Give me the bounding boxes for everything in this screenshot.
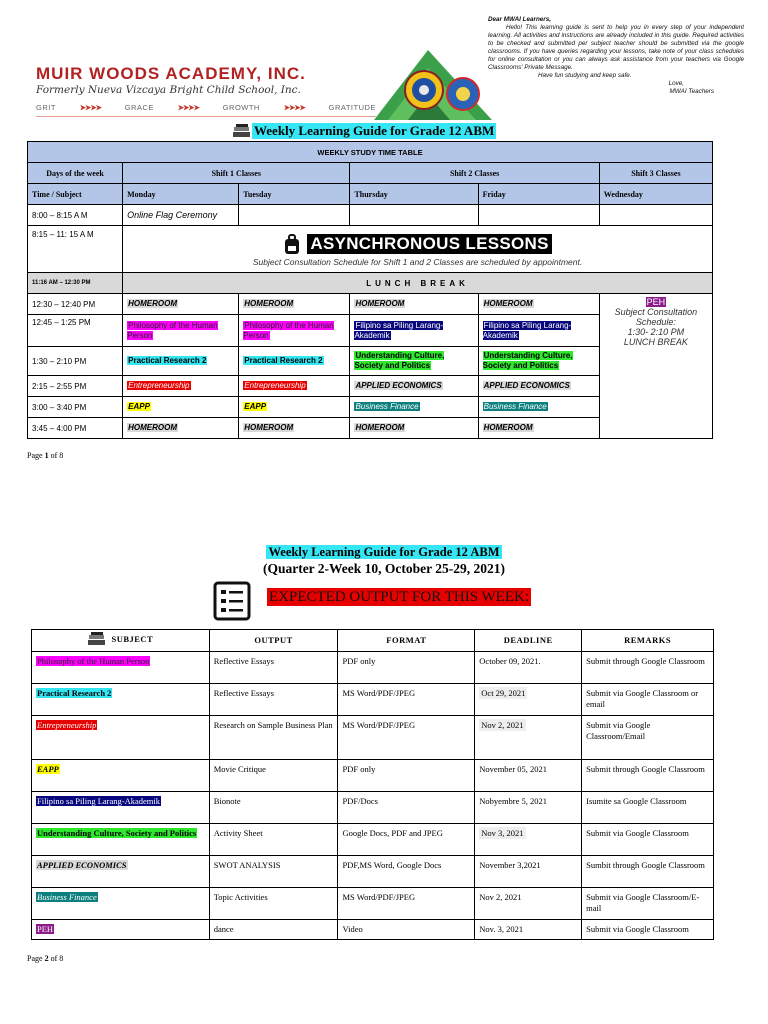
subject-ucsp: Understanding Culture, Society and Politics (354, 351, 445, 370)
homeroom: HOMEROOM (244, 423, 294, 432)
subject-ucsp: Understanding Culture, Society and Politics (37, 828, 197, 838)
page-number: Page 1 of 8 (27, 451, 64, 460)
note-body: Hello! This learning guide is sent to help you in every step of your independent learning. All activities and instructions are already included in this guide. Required activities to be checked and submitted per subject teacher should be submitted via the google classrooms. If you have queries regarding your lessons, take note of your class schedules for online consultation or you can always ask assistance from your teachers via Google Classrooms' Private Message. (488, 24, 744, 71)
format-cell: PDF/Docs (338, 792, 475, 824)
learner-note (488, 16, 744, 96)
peh-line: Schedule: (635, 317, 676, 327)
deadline-cell: November 3,2021 (475, 856, 582, 888)
subject-ucsp: Understanding Culture, Society and Politics (482, 351, 573, 370)
school-logo-icon (368, 46, 498, 124)
remarks-cell: Isumite sa Google Classroom (582, 792, 714, 824)
output-cell: Activity Sheet (209, 824, 338, 856)
flag-ceremony: Online Flag Ceremony (123, 205, 239, 226)
subject-applied-economics: APPLIED ECONOMICS (37, 860, 127, 870)
remarks-cell: Submit through Google Classroom (582, 652, 714, 684)
table-row (32, 888, 714, 920)
day-header: Tuesday (239, 184, 350, 205)
table-row (32, 716, 714, 760)
deadline-cell: October 09, 2021. (475, 652, 582, 684)
output-cell: Topic Activities (209, 888, 338, 920)
deadline-cell: Nobyembre 5, 2021 (475, 792, 582, 824)
subject-philosophy: Philosophy of the Human Person (37, 656, 150, 666)
homeroom: HOMEROOM (355, 299, 405, 308)
subject-business-finance: Business Finance (355, 402, 419, 411)
async-block (123, 226, 713, 273)
table-row (32, 760, 714, 792)
page1-title: Weekly Learning Guide for Grade 12 ABM (254, 123, 495, 138)
deadline-cell: Nov. 3, 2021 (475, 920, 582, 940)
time-cell: 2:15 – 2:55 PM (28, 376, 123, 397)
lunch-time: 11:16 AM – 12:30 PM (28, 273, 123, 294)
day-header: Thursday (350, 184, 478, 205)
remarks-header: REMARKS (582, 630, 714, 652)
remarks-cell: Submit via Google Classroom (582, 920, 714, 940)
subject-eapp: EAPP (244, 402, 267, 411)
subject-entrepreneurship: Entrepreneurship (37, 720, 97, 730)
peh-consultation (599, 294, 712, 439)
subject-filipino: Filipino sa Piling Larang-Akademik (354, 320, 444, 340)
output-cell: Bionote (209, 792, 338, 824)
days-label: Days of the week (28, 163, 123, 184)
arrow-icon: ➤➤➤➤ (79, 103, 101, 112)
expected-output-table (31, 629, 714, 940)
table-row (32, 824, 714, 856)
subject-applied-economics: APPLIED ECONOMICS (483, 381, 570, 390)
peh-label: PEH (646, 297, 666, 307)
format-cell: PDF only (338, 652, 475, 684)
shift2-header: Shift 2 Classes (350, 163, 599, 184)
expected-output-heading: EXPECTED OUTPUT FOR THIS WEEK: (269, 589, 530, 605)
backpack-icon (283, 234, 301, 254)
output-cell: dance (209, 920, 338, 940)
homeroom: HOMEROOM (244, 299, 294, 308)
format-header: FORMAT (338, 630, 475, 652)
arrow-icon: ➤➤➤➤ (283, 103, 305, 112)
remarks-cell: Submit through Google Classroom (582, 760, 714, 792)
lunch-break: LUNCH BREAK (123, 273, 713, 294)
deadline-cell: Oct 29, 2021 (481, 688, 526, 698)
deadline-cell: Nov 2, 2021 (481, 720, 524, 730)
subject-applied-economics: APPLIED ECONOMICS (355, 381, 442, 390)
homeroom: HOMEROOM (483, 299, 533, 308)
subject-business-finance: Business Finance (37, 892, 97, 902)
remarks-cell: Submit via Google Classroom or email (582, 684, 714, 716)
page2-title: Weekly Learning Guide for Grade 12 ABM (268, 545, 500, 559)
remarks-cell: Sumbit through Google Classroom (582, 856, 714, 888)
deadline-cell: November 05, 2021 (475, 760, 582, 792)
page2-subtitle: (Quarter 2-Week 10, October 25-29, 2021) (262, 561, 506, 576)
subject-filipino: Filipino sa Piling Larang-Akademik (37, 796, 160, 806)
homeroom: HOMEROOM (128, 299, 178, 308)
time-cell: 8:15 – 11: 15 A M (28, 226, 123, 273)
subject-practical-research: Practical Research 2 (244, 356, 323, 365)
output-cell: Research on Sample Business Plan (209, 716, 338, 760)
remarks-cell: Submit via Google Classroom (582, 824, 714, 856)
output-cell: Reflective Essays (209, 684, 338, 716)
subject-practical-research: Practical Research 2 (128, 356, 207, 365)
format-cell: Video (338, 920, 475, 940)
books-icon (87, 632, 107, 646)
page-number: Page 2 of 8 (27, 954, 64, 963)
table-row (32, 856, 714, 888)
format-cell: MS Word/PDF/JPEG (338, 888, 475, 920)
subject-business-finance: Business Finance (483, 402, 547, 411)
note-signature: MWAI Teachers (669, 88, 714, 95)
motto-word: GRIT (36, 103, 56, 112)
time-cell: 8:00 – 8:15 A M (28, 205, 123, 226)
subject-eapp: EAPP (128, 402, 150, 411)
page2-title-block (0, 543, 768, 561)
async-subtitle: Subject Consultation Schedule for Shift 1 and 2 Classes are scheduled by appointment. (252, 256, 583, 267)
deadline-header: DEADLINE (475, 630, 582, 652)
motto-word: GRACE (124, 103, 154, 112)
subject-entrepreneurship: Entrepreneurship (128, 381, 190, 390)
table-row (32, 652, 714, 684)
table-title: WEEKLY STUDY TIME TABLE (28, 142, 713, 163)
time-subject-header: Time / Subject (28, 184, 123, 205)
day-header: Friday (478, 184, 599, 205)
format-cell: Google Docs, PDF and JPEG (338, 824, 475, 856)
output-cell: Reflective Essays (209, 652, 338, 684)
subject-peh: PEH (37, 924, 54, 934)
remarks-cell: Submit via Google Classroom/Email (582, 716, 714, 760)
format-cell: PDF only (338, 760, 475, 792)
subject-entrepreneurship: Entrepreneurship (244, 381, 306, 390)
school-motto (36, 103, 376, 112)
checklist-icon (212, 581, 252, 621)
subject-philosophy: Philosophy of the Human Person (127, 320, 218, 340)
format-cell: MS Word/PDF/JPEG (338, 684, 475, 716)
time-cell: 12:45 – 1:25 PM (28, 315, 123, 347)
output-cell: Movie Critique (209, 760, 338, 792)
page1-title-block (232, 123, 496, 139)
subject-header: SUBJECT (32, 630, 210, 652)
day-header: Wednesday (599, 184, 712, 205)
output-header: OUTPUT (209, 630, 338, 652)
note-greeting: Dear MWAI Learners, (488, 16, 551, 23)
table-row (32, 920, 714, 940)
output-cell: SWOT ANALYSIS (209, 856, 338, 888)
motto-word: GROWTH (222, 103, 260, 112)
deadline-cell: Nov 2, 2021 (475, 888, 582, 920)
motto-word: GRATITUDE (328, 103, 376, 112)
school-former-name: Formerly Nueva Vizcaya Bright Child School, Inc. (36, 84, 301, 96)
peh-line: LUNCH BREAK (623, 337, 688, 347)
header-divider (36, 116, 376, 117)
format-cell: MS Word/PDF/JPEG (338, 716, 475, 760)
subject-practical-research: Practical Research 2 (37, 688, 112, 698)
shift3-header: Shift 3 Classes (599, 163, 712, 184)
day-header: Monday (123, 184, 239, 205)
table-row (32, 792, 714, 824)
note-love: Love, (668, 80, 684, 87)
arrow-icon: ➤➤➤➤ (177, 103, 199, 112)
time-cell: 12:30 – 12:40 PM (28, 294, 123, 315)
school-name: MUIR WOODS ACADEMY, INC. (36, 64, 306, 83)
homeroom: HOMEROOM (355, 423, 405, 432)
peh-line: 1:30- 2:10 PM (627, 327, 685, 337)
note-closing: Have fun studying and keep safe. (538, 72, 632, 79)
deadline-cell: Nov 3, 2021 (481, 828, 524, 838)
remarks-cell: Submit via Google Classroom/E-mail (582, 888, 714, 920)
format-cell: PDF,MS Word, Google Docs (338, 856, 475, 888)
async-title: ASYNCHRONOUS LESSONS (307, 234, 551, 254)
subject-eapp: EAPP (37, 764, 59, 774)
study-time-table (27, 141, 713, 439)
time-cell: 3:00 – 3:40 PM (28, 397, 123, 418)
shift1-header: Shift 1 Classes (123, 163, 350, 184)
homeroom: HOMEROOM (483, 423, 533, 432)
books-icon (232, 124, 252, 138)
time-cell: 3:45 – 4:00 PM (28, 418, 123, 439)
subject-philosophy: Philosophy of the Human Person (243, 320, 334, 340)
homeroom: HOMEROOM (128, 423, 178, 432)
time-cell: 1:30 – 2:10 PM (28, 347, 123, 376)
peh-line: Subject Consultation (614, 307, 698, 317)
subject-filipino: Filipino sa Piling Larang-Akademik (482, 320, 572, 340)
table-row (32, 684, 714, 716)
